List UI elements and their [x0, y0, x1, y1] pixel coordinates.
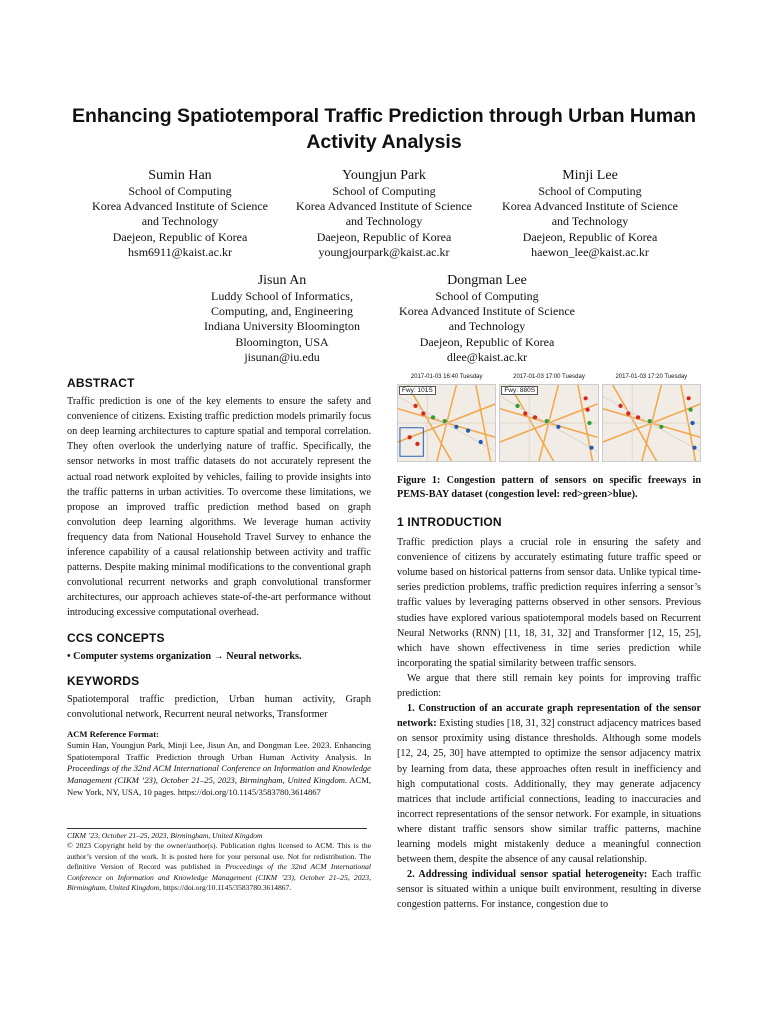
- intro-point-1-text: Existing studies [18, 31, 32] construct adjacency matrices based on sensor proximity using distance thresholds. Although some models [12, 24, 25, 30] have attempted to optimize the sensor adjacency matrix by learning from data, these approaches often result in inefficiency and high computational costs. Additionally, they may generate adjacency matrices that include artificial connections, leading to inaccuracies and incorrect representations of the sensor network. For example, in situations where distant traffic sensors show similar traffic patterns, machine learning models might mistakenly deduce a meaningful connection between them, despite the absence of any causal relationship.: [397, 718, 701, 866]
- traffic-map: [602, 384, 701, 462]
- sensor-dot: [692, 446, 696, 450]
- sensor-dot: [584, 396, 588, 400]
- map-road: [400, 428, 423, 457]
- author-block: [172, 272, 392, 365]
- ccs-text: • Computer systems organization → Neural networks.: [67, 650, 302, 662]
- sensor-dot: [690, 421, 694, 425]
- figure-caption: Figure 1: Congestion pattern of sensors on specific freeways in PEMS-BAY dataset (congestion level: red>green>blue).: [397, 475, 701, 500]
- sensor-dot: [421, 411, 425, 415]
- reference-heading: ACM Reference Format:: [67, 728, 159, 739]
- footnote-doi[interactable]: , https://doi.org/10.1145/3583780.3614867.: [159, 883, 292, 893]
- author-affiliation: and Technology: [551, 214, 629, 229]
- sensor-dot: [443, 419, 447, 423]
- footnote-divider: [67, 828, 367, 829]
- author-affiliation: and Technology: [345, 214, 423, 229]
- author-name: Jisun An: [257, 273, 307, 288]
- author-affiliation: Korea Advanced Institute of Science: [296, 199, 472, 214]
- author-affiliation: School of Computing: [538, 184, 642, 198]
- reference-doi[interactable]: ACM, New York, NY, USA, 10 pages. https://doi.org/10.1145/3583780.3614867: [67, 774, 371, 797]
- footnote-conference: CIKM ’23, October 21–25, 2023, Birmingham, United Kingdom: [67, 831, 263, 840]
- sensor-dot: [626, 411, 630, 415]
- sensor-dot: [431, 415, 435, 419]
- reference-venue: Proceedings of the 32nd ACM International Conference on Information and Knowledge Management (CIKM ’23), October 21–25, 2023, Birmingham, United Kingdom.: [67, 763, 371, 785]
- author-block: [274, 167, 494, 260]
- sensor-dot: [523, 411, 527, 415]
- freeway-label: Fwy: 880S: [501, 386, 538, 395]
- sensor-dot: [686, 396, 690, 400]
- paper-title: Enhancing Spatiotemporal Traffic Prediction through Urban Human Activity Analysis: [71, 105, 697, 153]
- sensor-dot: [618, 404, 622, 408]
- author-affiliation: School of Computing: [435, 289, 539, 303]
- author-name: Minji Lee: [562, 168, 618, 183]
- author-location: Daejeon, Republic of Korea: [316, 229, 452, 244]
- panel-timestamp: 2017-01-03 17:00 Tuesday: [513, 374, 585, 380]
- author-location: Daejeon, Republic of Korea: [419, 334, 555, 349]
- sensor-dot: [413, 404, 417, 408]
- sensor-dot: [688, 408, 692, 412]
- abstract-heading: ABSTRACT: [67, 376, 135, 390]
- author-email: dlee@kaist.ac.kr: [446, 349, 528, 364]
- intro-paragraph: Traffic prediction plays a crucial role in ensuring the safety and convenience of citizens by accurately estimating future traffic speed or volume based on historical patterns from sensor data. Unlike typical time-series prediction problems, traffic prediction requires inferring a sensor’s traffic values by leveraging patterns observed in other sensors. Previous studies have explored various spatiotemporal models based on Recurrent Neural Networks (RNN) [11, 18, 31, 32] and Transformer [12, 15, 25], which have shown effectiveness in time series prediction while incorporating the spatial similarity between traffic sensors.: [397, 537, 701, 669]
- sensor-dot: [545, 419, 549, 423]
- author-affiliation: School of Computing: [332, 184, 436, 198]
- author-location: Bloomington, USA: [235, 334, 329, 349]
- intro-point-1-title: 1. Construction of an accurate graph representation of the sensor network:: [397, 703, 701, 730]
- sensor-dot: [586, 408, 590, 412]
- intro-point-2: [397, 867, 701, 912]
- author-block: [480, 167, 700, 260]
- introduction-heading: 1 INTRODUCTION: [397, 515, 502, 529]
- author-email: haewon_lee@kaist.ac.kr: [531, 244, 649, 259]
- figure-panel: [397, 372, 496, 462]
- map-road: [500, 385, 597, 461]
- intro-paragraph: We argue that there still remain key points for improving traffic prediction:: [397, 672, 701, 700]
- author-email: youngjourpark@kaist.ac.kr: [318, 244, 450, 259]
- abstract-text: Traffic prediction is one of the key elements to ensure the safety and convenience of citizens. Existing traffic prediction models primarily focus on deep learning architectures to capture spatial and temporal correlation. They often overlook the underlying nature of traffic. Specifically, the sensor networks in most traffic datasets do not accurately represent the actual road network exploited by vehicles, failing to provide insights into the traffic patterns in urban activities. To overcome these limitations, we propose an improved traffic prediction method based on graph convolution deep learning algorithms. We leverage human activity frequency data from National Household Travel Survey to enhance the inference capability of a causal relationship between activity and traffic patterns. Despite making minimal modifications to the conventional graph convolutional recurrent networks and graph convolutional transformer architectures, our approach achieves state-of-the-art performance without introducing excessive computational overhead.: [67, 396, 371, 619]
- ccs-heading: CCS CONCEPTS: [67, 630, 165, 645]
- intro-point-1: [397, 701, 701, 867]
- sensor-dot: [516, 404, 520, 408]
- author-affiliation: Korea Advanced Institute of Science: [399, 304, 575, 319]
- footnote-copyright: [67, 841, 371, 893]
- sensor-dot: [557, 425, 561, 429]
- author-email: hsm6911@kaist.ac.kr: [128, 244, 232, 259]
- keywords-heading: KEYWORDS: [67, 673, 140, 688]
- author-affiliation: and Technology: [141, 214, 219, 229]
- sensor-dot: [647, 419, 651, 423]
- map-road: [398, 385, 495, 461]
- author-block: [377, 272, 597, 365]
- figure-panel: [499, 372, 598, 462]
- traffic-map: [499, 384, 598, 462]
- author-affiliation: Luddy School of Informatics,: [211, 289, 353, 303]
- author-affiliation: School of Computing: [128, 184, 232, 198]
- sensor-dot: [466, 429, 470, 433]
- author-location: Daejeon, Republic of Korea: [522, 229, 658, 244]
- sensor-dot: [659, 425, 663, 429]
- author-affiliation: Korea Advanced Institute of Science: [502, 199, 678, 214]
- author-block: [70, 167, 290, 260]
- author-affiliation: and Technology: [448, 319, 526, 334]
- right-column: [397, 515, 701, 912]
- sensor-dot: [590, 446, 594, 450]
- sensor-dot: [636, 415, 640, 419]
- sensor-dot: [588, 421, 592, 425]
- author-affiliation: Computing, and, Engineering: [211, 304, 353, 319]
- left-column: [67, 376, 371, 798]
- author-email: jisunan@iu.edu: [244, 349, 320, 364]
- footnote-copyright-text: © 2023 Copyright held by the owner/author(s). Publication rights licensed to ACM. This is the author’s version of the work. It is posted here for your personal use. Not for redistribution. The definitive Version of Record was published in: [67, 841, 371, 872]
- author-affiliation: Korea Advanced Institute of Science: [92, 199, 268, 214]
- reference-authors: Sumin Han, Youngjun Park, Minji Lee, Jisun An, and Dongman Lee. 2023. Enhancing Spatiotemporal Traffic Prediction through Urban Human Activity Analysis. In: [67, 740, 371, 762]
- footnote-venue: Proceedings of the 32nd ACM International Conference on Information and Knowledge Management (CIKM ’23), October 21–25, 2023, Birmingham, United Kingdom: [67, 862, 371, 893]
- sensor-dot: [533, 415, 537, 419]
- panel-timestamp: 2017-01-03 17:20 Tuesday: [615, 374, 688, 380]
- keywords-text: Spatiotemporal traffic prediction, Urban human activity, Graph convolutional network, Recurrent neural networks, Transformer: [67, 693, 371, 720]
- reference-text: [67, 740, 371, 798]
- traffic-map: [397, 384, 496, 462]
- author-name: Dongman Lee: [447, 273, 527, 288]
- sensor-dot: [479, 440, 483, 444]
- author-name: Sumin Han: [148, 168, 212, 183]
- figure-panel: [602, 372, 701, 462]
- author-name: Youngjun Park: [342, 168, 426, 183]
- intro-point-2-title: 2. Addressing individual sensor spatial heterogeneity:: [407, 869, 648, 881]
- sensor-dot: [408, 435, 412, 439]
- panel-timestamp: 2017-01-03 16:40 Tuesday: [410, 374, 483, 380]
- freeway-label: Fwy: 101S: [399, 386, 436, 395]
- sensor-dot: [454, 425, 458, 429]
- author-location: Daejeon, Republic of Korea: [112, 229, 248, 244]
- footnote: [67, 831, 371, 893]
- figure-1: [397, 372, 701, 462]
- intro-point-2-text: Each traffic sensor is situated within a unique built environment, resulting in diverse congestion patterns. For instance, congestion due to: [397, 869, 702, 911]
- sensor-dot: [415, 442, 419, 446]
- map-road: [603, 385, 700, 461]
- author-affiliation: Indiana University Bloomington: [204, 319, 360, 334]
